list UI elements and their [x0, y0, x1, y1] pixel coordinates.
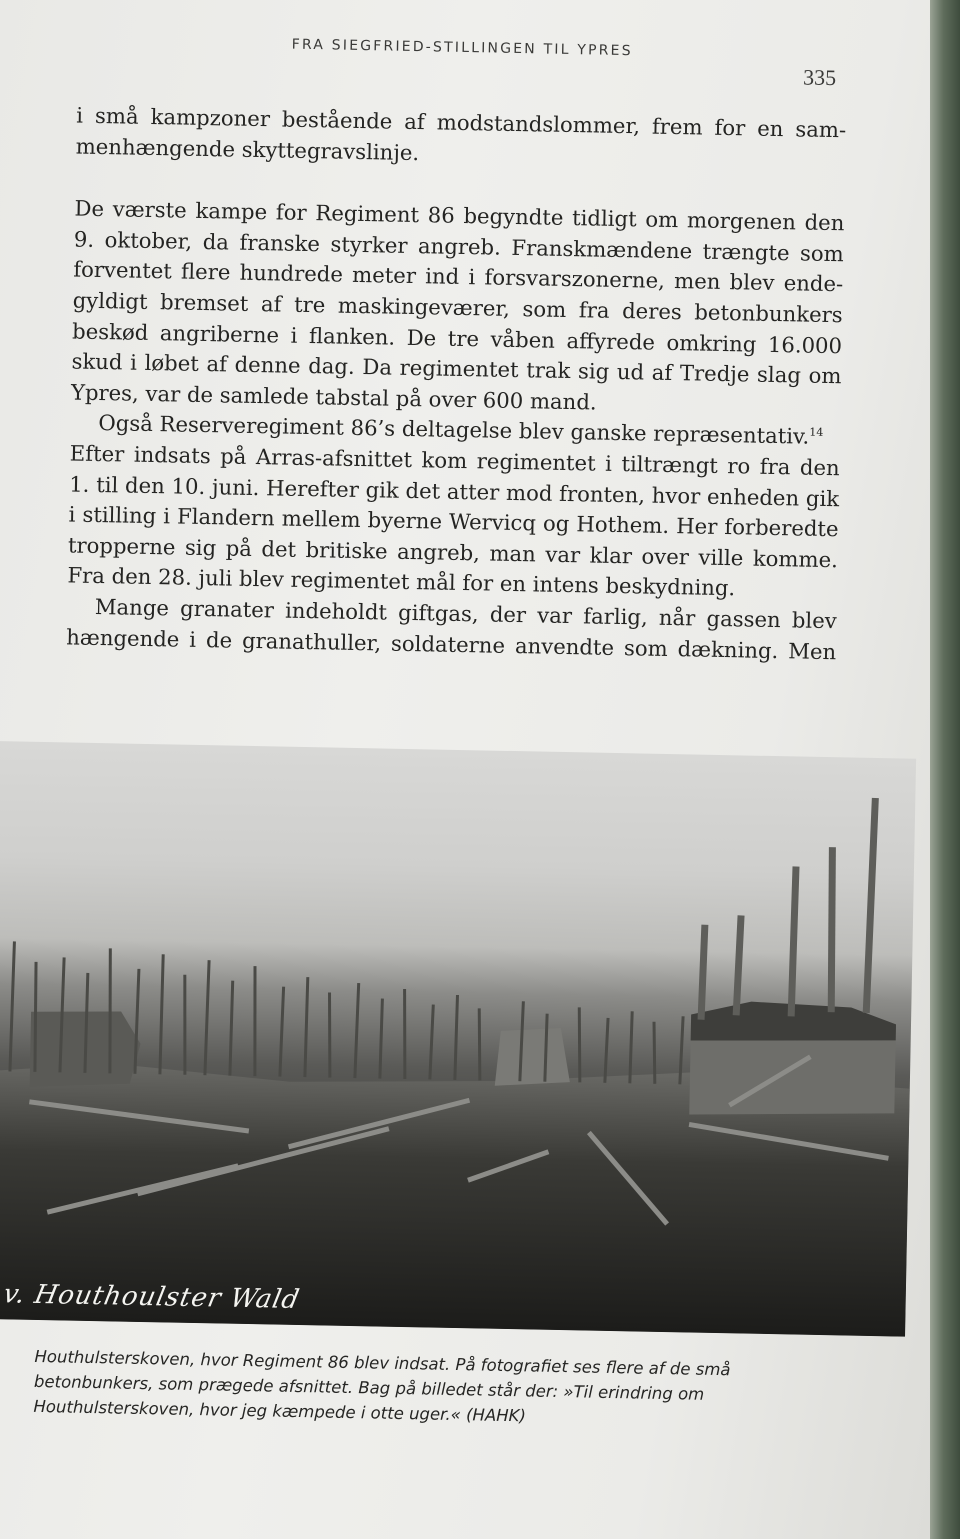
body-line: De værste kampe for Regiment 86 begyndte tidligt om morgenen den — [74, 195, 845, 236]
body-line: menhængende skyttegravslinje. — [75, 133, 420, 165]
footnote-reference: 14 — [809, 425, 824, 440]
body-line: i små kampzoner bestående af modstandslommer, frem for en sam- — [76, 102, 847, 143]
photo-inscription: v. Houthoulster Wald — [0, 1279, 303, 1315]
body-line-text: Også Reserveregiment 86’s deltagelse blev ganske repræsentativ. — [98, 410, 810, 449]
body-text — [66, 101, 846, 668]
tree-stumps — [10, 941, 684, 1084]
photo-illustration — [0, 741, 916, 1337]
book-cover-edge — [930, 0, 960, 1539]
body-line: i stilling i Flandern mellem byerne Wervicq og Hothem. Her forberedte — [68, 501, 839, 542]
body-line: Mange granater indeholdt giftgas, der var farlig, når gassen blev — [94, 593, 837, 634]
body-line: forventet flere hundrede meter ind i forsvarszonerne, men blev ende- — [73, 256, 844, 297]
body-line: tropperne sig på det britiske angreb, man var klar over ville komme. — [67, 532, 839, 572]
tall-trees — [701, 795, 875, 1023]
war-photograph — [0, 741, 916, 1337]
body-line: gyldigt bremset af tre maskingeværer, som fra deres betonbunkers — [72, 287, 843, 328]
body-line: beskød angriberne i flanken. De tre våben affyrede omkring 16.000 — [71, 318, 843, 358]
body-line: Fra den 28. juli blev regimentet mål for en intens beskydning. — [67, 562, 736, 601]
photo-caption — [33, 1344, 814, 1434]
body-line: 9. oktober, da franske styrker angreb. Franskmændene trængte som — [73, 226, 845, 267]
caption-line: Houthulsterskoven, hvor jeg kæmpede i otte uger.« (HAHK) — [33, 1396, 527, 1426]
caption-line: betonbunkers, som prægede afsnittet. Bag på billedet står der: »Til erindring om — [33, 1371, 705, 1404]
body-line: hængende i de granathuller, soldaterne anvendte som dækning. Men — [66, 623, 837, 664]
body-line: Ypres, var de samlede tabstal på over 600 mand. — [70, 379, 597, 415]
running-head: FRA SIEGFRIED-STILLINGEN TIL YPRES — [291, 36, 633, 60]
body-line: Efter indsats på Arras-afsnittet kom regimentet i tiltrængt ro fra den — [69, 440, 840, 481]
body-line: 1. til den 10. juni. Herefter gik det atter mod fronten, hvor enheden gik — [68, 470, 840, 511]
body-line: skud i løbet af denne dag. Da regimentet trak sig ud af Tredje slag om — [71, 348, 842, 389]
caption-line: Houthulsterskoven, hvor Regiment 86 blev indsat. På fotografiet ses flere af de små — [34, 1346, 731, 1380]
page-number: 335 — [802, 64, 837, 91]
bunker-middle — [495, 1027, 571, 1087]
